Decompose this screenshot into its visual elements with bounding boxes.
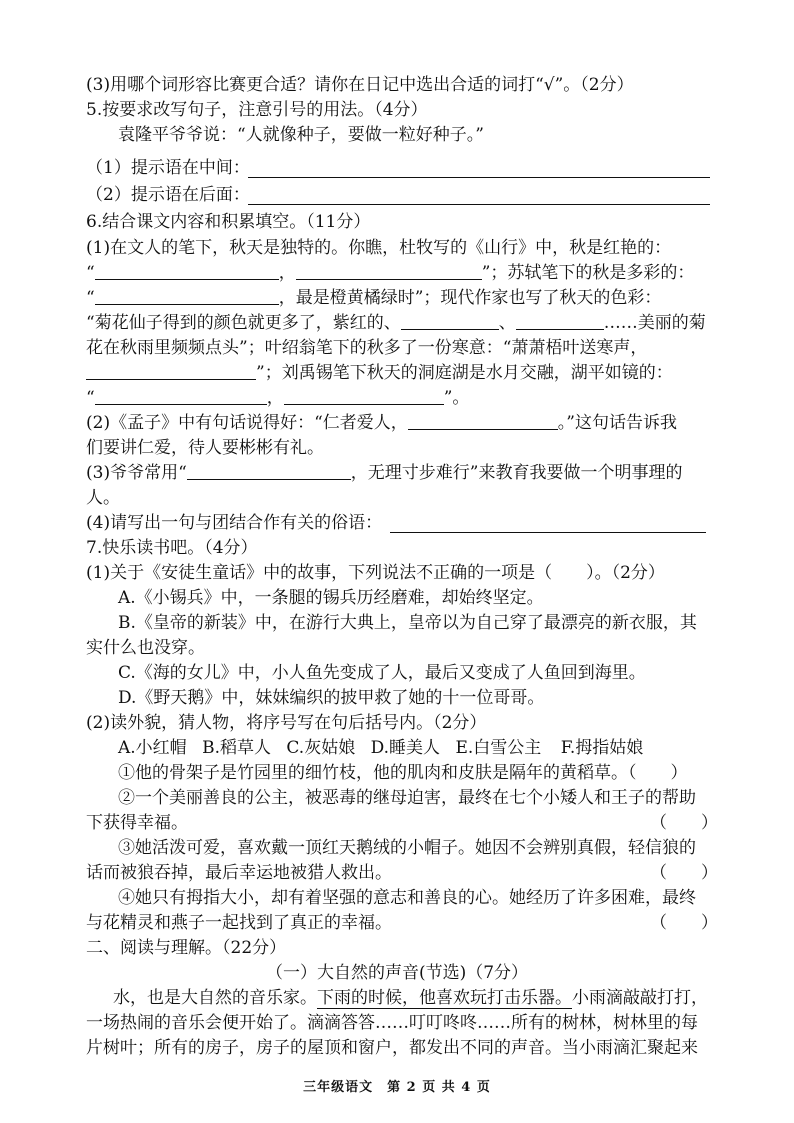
q6-p2-line2: 们要讲仁爱，待人要彬彬有礼。 — [86, 438, 324, 458]
q5-item2-label: （2）提示语在后面： — [86, 185, 250, 205]
quote-open: “ — [86, 388, 95, 408]
part2-title: 二、阅读与理解。（22分） — [86, 938, 287, 958]
q7-s2-answer-paren[interactable]: （ ） — [650, 813, 718, 833]
q6-p1-line7 — [86, 387, 716, 409]
q6-p1-line3-tail: ，最是橙黄橘绿时”；现代作家也写了秋天的色彩： — [278, 288, 662, 308]
q7-p1: (1)关于《安徒生童话》中的故事，下列说法不正确的一项是（ ）。（2分） — [86, 563, 665, 583]
q6-p1-line6 — [86, 362, 716, 384]
q7-s2-line2: 下获得幸福。 — [86, 813, 188, 833]
passage-line3: 片树叶；所有的房子，房子的屋顶和窗户，都发出不同的声音。当小雨滴汇聚起来 — [86, 1038, 698, 1058]
q6-p3-line1 — [86, 462, 716, 484]
passage-text: 水，也是大自然的音乐家。 — [113, 988, 317, 1008]
passage-title: （一）大自然的声音(节选)（7分） — [265, 963, 529, 983]
q7-s3-line2: 话而被狼吞掉，最后幸运地被猎人救出。 — [86, 863, 392, 883]
comma: ， — [266, 388, 284, 408]
q6-p2-line1 — [86, 412, 716, 434]
passage-line1 — [113, 987, 716, 1009]
blank[interactable] — [95, 288, 279, 305]
q7-option-c: C.《海的女儿》中，小人鱼先变成了人，最后又变成了人鱼回到海里。 — [118, 663, 646, 683]
q7-s3-line1: ③她活泼可爱，喜欢戴一顶红天鹅绒的小帽子。她因不会辨别真假，轻信狼的 — [118, 838, 696, 858]
blank[interactable] — [86, 363, 256, 380]
choice-f: F.拇指姑娘 — [560, 738, 644, 758]
q7-s4-line2: 与花精灵和燕子一起找到了真正的幸福。 — [86, 913, 392, 933]
q4-3-text: (3)用哪个词形容比赛更合适？请你在日记中选出合适的词打“√”。（2分） — [86, 75, 634, 95]
q6-p1-line2 — [86, 262, 716, 284]
q5-title: 5.按要求改写句子，注意引号的用法。（4分） — [86, 100, 428, 120]
blank[interactable] — [284, 388, 444, 405]
q6-p1-line4 — [86, 312, 716, 334]
q7-option-b-line1: B.《皇帝的新装》中，在游行大典上，皇帝以为自己穿了最漂亮的新衣服，其 — [118, 613, 697, 633]
q7-option-a: A.《小锡兵》中，一条腿的锡兵历经磨难，却始终坚定。 — [118, 588, 544, 608]
q7-s3-answer-paren[interactable]: （ ） — [650, 863, 718, 883]
q6-p1-line2-tail: ”；苏轼笔下的秋是多彩的： — [481, 263, 695, 283]
q5-item1-blank[interactable] — [248, 176, 710, 178]
q7-p2: (2)读外貌，猜人物，将序号写在句后括号内。（2分） — [86, 713, 487, 733]
choice-d: D.睡美人 — [370, 738, 441, 758]
q7-s4-answer-paren[interactable]: （ ） — [650, 913, 718, 933]
q6-p1-line3 — [86, 287, 716, 309]
q7-s2-line1: ②一个美丽善良的公主，被恶毒的继母迫害，最终在七个小矮人和王子的帮助 — [118, 788, 696, 808]
q7-s4-line1: ④她只有拇指大小，却有着坚强的意志和善良的心。她经历了许多困难，最终 — [118, 888, 696, 908]
quote-open: “ — [86, 288, 95, 308]
q6-p1-line6-tail: ”；刘禹锡笔下秋天的洞庭湖是水月交融，湖平如镜的： — [256, 363, 673, 383]
q6-p1-line4-head: “菊花仙子得到的颜色就更多了，紫红的、 — [86, 313, 401, 333]
blank[interactable] — [401, 313, 499, 330]
q7-option-d: D.《野天鹅》中，妹妹编织的披甲救了她的十一位哥哥。 — [118, 688, 545, 708]
comma: ， — [278, 263, 296, 283]
blank[interactable] — [408, 413, 558, 430]
q6-p4-label: (4)请写出一句与团结合作有关的俗语： — [86, 513, 383, 533]
passage-text: 小雨滴敲敲打打， — [572, 988, 708, 1008]
q7-title: 7.快乐读书吧。（4分） — [86, 538, 258, 558]
q6-p3-head: (3)爷爷常用“ — [86, 463, 187, 483]
underlined-sentence: 下雨的时候，他喜欢玩打击乐器。 — [317, 988, 572, 1008]
q6-p1-line5: 花在秋雨里频频点头”；叶绍翁笔下的秋多了一份寒意：“萧萧梧叶送寒声， — [86, 338, 648, 358]
q6-p3-line2: 人。 — [86, 488, 120, 508]
blank[interactable] — [516, 313, 604, 330]
page-footer: 三年级语文 第 2 页 共 4 页 — [303, 1080, 491, 1095]
blank[interactable] — [296, 263, 482, 280]
q5-item1-label: （1）提示语在中间： — [86, 158, 250, 178]
q7-s1: ①他的骨架子是竹园里的细竹枝，他的肌肉和皮肤是隔年的黄稻草。（ ） — [118, 763, 688, 783]
q6-p1-line1: (1)在文人的笔下，秋天是独特的。你瞧，杜牧写的《山行》中，秋是红艳的： — [86, 238, 672, 258]
choice-b: B.稻草人 — [202, 738, 271, 758]
q7-option-b-line2: 实什么也没穿。 — [86, 638, 205, 658]
choice-c: C.灰姑娘 — [286, 738, 356, 758]
q6-p2-tail: 。”这句话告诉我 — [557, 413, 677, 433]
q6-p4-blank[interactable] — [390, 531, 706, 533]
blank[interactable] — [95, 388, 267, 405]
choice-e: E.白雪公主 — [455, 738, 542, 758]
q5-sentence: 袁隆平爷爷说：“人就像种子，要做一粒好种子。” — [118, 125, 484, 145]
passage-line2: 一场热闹的音乐会便开始了。滴滴答答……叮叮咚咚……所有的树林，树林里的每 — [86, 1013, 698, 1033]
q6-p1-line4-tail: ……美丽的菊 — [603, 313, 706, 333]
comma: 、 — [498, 313, 516, 333]
q6-title: 6.结合课文内容和积累填空。（11分） — [86, 212, 371, 232]
choice-a: A.小红帽 — [118, 738, 187, 758]
quote-open: “ — [86, 263, 95, 283]
blank[interactable] — [95, 263, 279, 280]
q5-item2-blank[interactable] — [248, 203, 710, 205]
q6-p3-tail: ，无理寸步难行”来教育我要做一个明事理的 — [350, 463, 683, 483]
blank[interactable] — [187, 463, 351, 480]
q6-p2-head: (2)《孟子》中有句话说得好：“仁者爱人， — [86, 413, 408, 433]
quote-close: ”。 — [443, 388, 470, 408]
q7-choices — [118, 737, 716, 759]
